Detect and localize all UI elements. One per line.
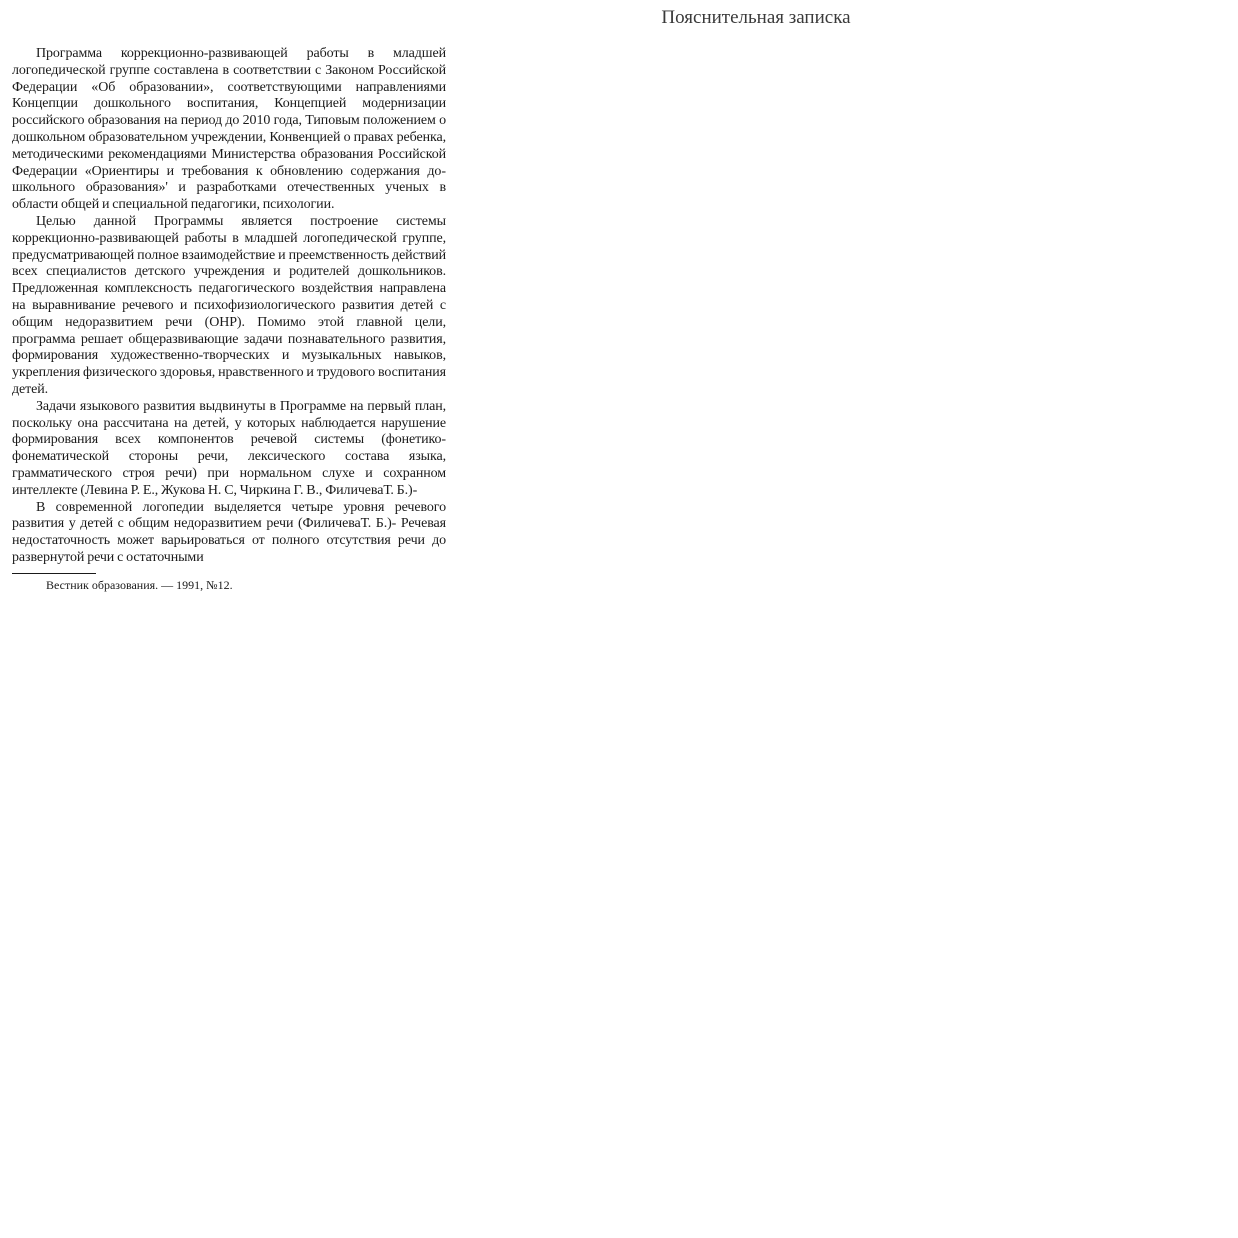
paragraph-1: Программа коррекционно-развивающей работы в младшей логопедической группе составлена в соответствии с Законом Российской Федерации «Об образовании», соответствующими направлениями Концепции дошкольного воспитания, Концепцией модернизации российского образования на период до 2010 года, Типовым положением о дошкольном образовательном учреждении, Конвенцией о правах ребенка, методическими рекомендациями Министерства образования Российской Федерации «Ориентиры и требования к обновлению содержания дошкольного образования»' и разработками отечественных ученых в области общей и специальной педагогики, психологии. — [12, 46, 446, 213]
footnote-divider — [12, 573, 96, 574]
main-text-column — [12, 46, 446, 592]
page-title: Пояснительная записка — [661, 7, 851, 28]
paragraph-3: Задачи языкового развития выдвинуты в Программе на первый план, поскольку она рассчитана на детей, у которых наблюдается нарушение формирования всех компонентов речевой системы (фонетико-фонематической стороны речи, лексического состава языка, грамматического строя речи) при нормальном слухе и сохранном интеллекте (Левина Р. Е., Жукова Н. С, Чиркина Г. В., ФиличеваТ. Б.)- — [12, 398, 446, 498]
paragraph-4: В современной логопедии выделяется четыре уровня речевого развития у детей с общим недоразвитием речи (ФиличеваТ. Б.)- Речевая недостаточность может варьироваться от полного отсутствия речи до развернутой речи с остаточными — [12, 499, 446, 565]
footnote: Вестник образования. — 1991, №12. — [46, 577, 233, 592]
paragraph-2: Целью данной Программы является построение системы коррекционно-развивающей работы в младшей логопедической группе, предусматривающей полное взаимодействие и преемственность действий всех специалистов детского учреждения и родителей дошкольников. Предложенная комплексность педагогического воздействия направлена на выравнивание речевого и психофизиологического развития детей с общим недоразвитием речи (ОНР). Помимо этой главной цели, программа решает общеразвивающие задачи познавательного развития, формирования художественно-творческих и музыкальных навыков, укрепления физического здоровья, нравственного и трудового воспитания детей. — [12, 213, 446, 397]
